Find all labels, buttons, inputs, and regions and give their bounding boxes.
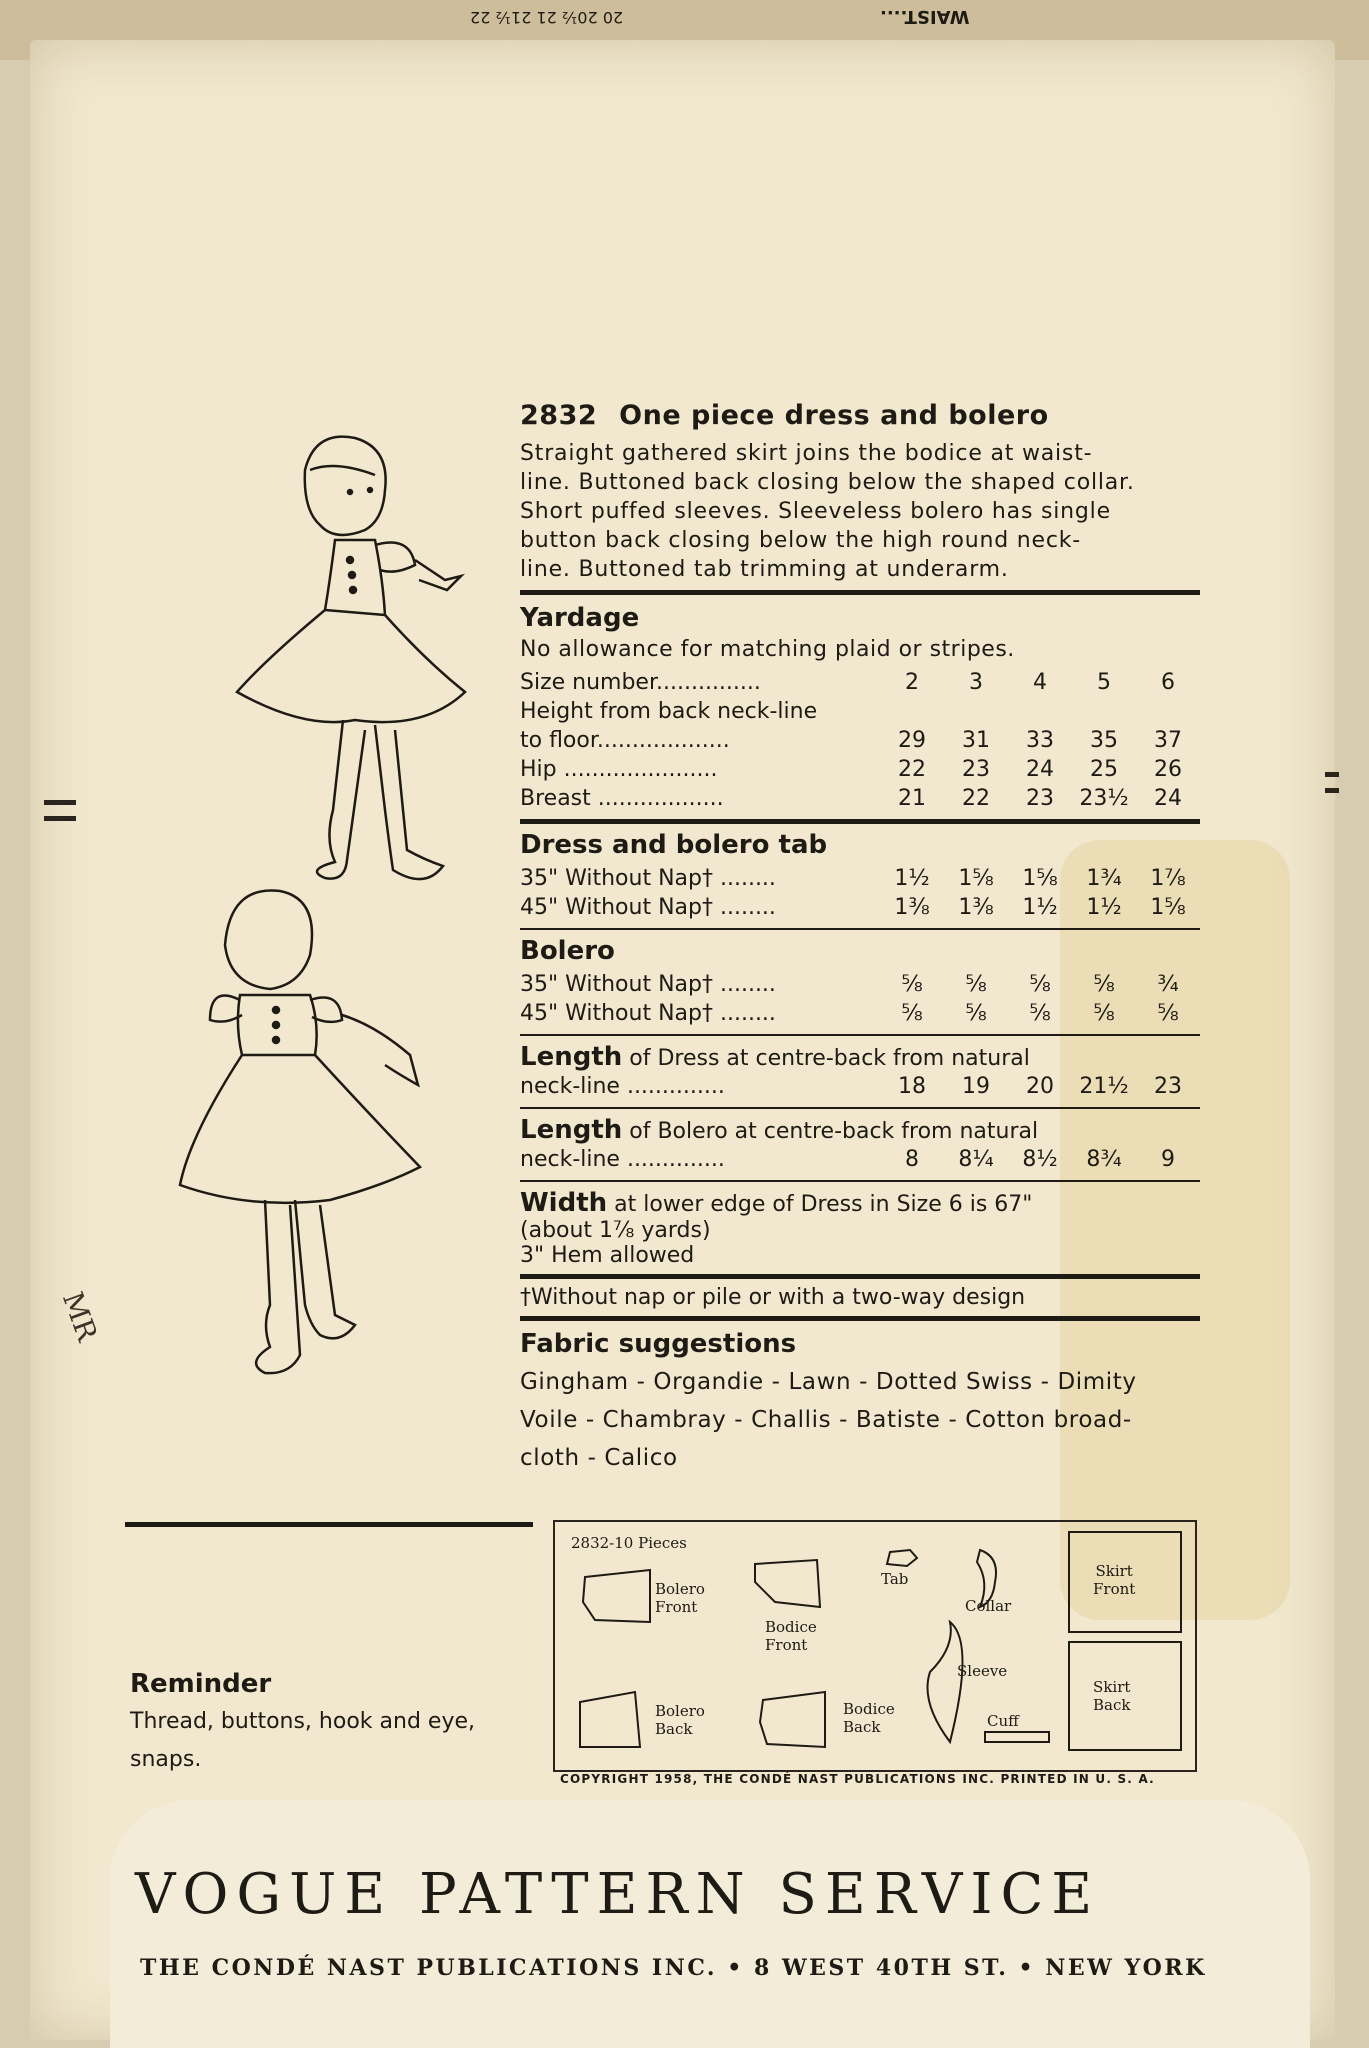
cell: 1⅝ [1022, 866, 1058, 891]
reminder-block [130, 1665, 540, 1779]
width-bold: Width [520, 1188, 608, 1218]
row-label: neck-line .............. [520, 1074, 725, 1099]
row-label: to floor................... [520, 728, 730, 753]
cell: 26 [1154, 757, 1182, 782]
cell: ¾ [1157, 972, 1179, 997]
fabric-line: Gingham - Organdie - Lawn - Dotted Swiss - Dimity [520, 1369, 1137, 1395]
length-dress-label [520, 1042, 1200, 1072]
bodice-back-shape [760, 1692, 825, 1747]
label-bolero-back: Bolero Back [655, 1702, 705, 1738]
row-label: Height from back neck-line [520, 699, 818, 724]
description-line: button back closing below the high round neck- [520, 528, 1082, 553]
cell: ⅝ [1029, 1001, 1051, 1026]
cell: 8 [905, 1147, 919, 1172]
divider [520, 1316, 1200, 1321]
cell: 1½ [1086, 895, 1122, 920]
cell: 18 [898, 1074, 926, 1099]
label-tab: Tab [881, 1570, 909, 1588]
table-row [520, 668, 1200, 697]
cell: ⅝ [901, 972, 923, 997]
flap-waist-label: WAIST.... [880, 6, 970, 27]
length-dress-bold: Length [520, 1042, 623, 1072]
divider [125, 1522, 533, 1527]
bolero-back-shape [580, 1692, 640, 1747]
fold-mark-right-1 [1325, 772, 1339, 777]
bolero-front-shape [583, 1570, 650, 1622]
yardage-table [520, 668, 1200, 813]
cell: ⅝ [901, 1001, 923, 1026]
divider [520, 1107, 1200, 1109]
brand-name: VOGUE PATTERN SERVICE [135, 1862, 1101, 1927]
cell: ⅝ [1029, 972, 1051, 997]
fabric-line: Voile - Chambray - Challis - Batiste - Cotton broad- [520, 1407, 1132, 1433]
width-label [520, 1188, 1200, 1218]
cell: 4 [1033, 670, 1047, 695]
label-bodice-front: Bodice Front [765, 1618, 817, 1654]
cell: 8¾ [1086, 1147, 1122, 1172]
divider [520, 1274, 1200, 1279]
table-row [520, 755, 1200, 784]
label-cuff: Cuff [987, 1712, 1019, 1730]
length-dress-table [520, 1072, 1200, 1101]
nap-note: †Without nap or pile or with a two-way design [520, 1285, 1026, 1310]
flap-waist-values: 20 20½ 21 21½ 22 [470, 8, 624, 27]
label-skirt-front: Skirt Front [1093, 1562, 1136, 1598]
reminder-line: snaps. [130, 1747, 202, 1772]
width-line-3: 3" Hem allowed [520, 1243, 695, 1268]
reminder-line: Thread, buttons, hook and eye, [130, 1709, 475, 1734]
description-line: Short puffed sleeves. Sleeveless bolero has single [520, 499, 1111, 524]
description-line: Straight gathered skirt joins the bodice at waist- [520, 441, 1093, 466]
cell: 23 [962, 757, 990, 782]
cell: 37 [1154, 728, 1182, 753]
divider [520, 1034, 1200, 1036]
length-dress-text: of Dress at centre-back from natural [629, 1046, 1030, 1071]
bolero-heading: Bolero [520, 936, 615, 966]
label-sleeve: Sleeve [957, 1662, 1008, 1680]
cell: 23 [1026, 786, 1054, 811]
description-line: line. Buttoned tab trimming at underarm. [520, 557, 1009, 582]
pattern-number: 2832 [520, 400, 598, 431]
divider [520, 819, 1200, 824]
description-line: line. Buttoned back closing below the shaped collar. [520, 470, 1135, 495]
length-bolero-bold: Length [520, 1115, 623, 1145]
cell: ⅝ [1093, 972, 1115, 997]
cell: 35 [1090, 728, 1118, 753]
cell: 9 [1161, 1147, 1175, 1172]
publisher-address: THE CONDÉ NAST PUBLICATIONS INC. • 8 WEST 40TH ST. • NEW YORK [140, 1955, 1207, 1981]
cuff-shape [985, 1732, 1049, 1742]
cell: 24 [1154, 786, 1182, 811]
cell: ⅝ [965, 1001, 987, 1026]
label-bodice-back: Bodice Back [843, 1700, 895, 1736]
table-row [520, 1072, 1200, 1101]
fabric-line: cloth - Calico [520, 1445, 678, 1471]
label-bolero-front: Bolero Front [655, 1580, 705, 1616]
cell: 29 [898, 728, 926, 753]
cell: 23½ [1079, 786, 1129, 811]
yardage-heading: Yardage [520, 603, 640, 633]
cell: 1⅝ [958, 866, 994, 891]
cell: 1½ [894, 866, 930, 891]
cell: 1½ [1022, 895, 1058, 920]
cell: 21½ [1079, 1074, 1129, 1099]
cell: 3 [969, 670, 983, 695]
cell: 22 [898, 757, 926, 782]
tab-shape [887, 1550, 917, 1566]
dress-tab-table [520, 864, 1200, 922]
cell: 8½ [1022, 1147, 1058, 1172]
divider [520, 590, 1200, 595]
table-row [520, 893, 1200, 922]
cell: 1⅞ [1150, 866, 1186, 891]
row-label: neck-line .............. [520, 1147, 725, 1172]
divider [520, 928, 1200, 930]
row-label: Hip ...................... [520, 757, 718, 782]
table-row [520, 697, 1200, 726]
cell: 1¾ [1086, 866, 1122, 891]
cell: 19 [962, 1074, 990, 1099]
cell: 1⅝ [1150, 895, 1186, 920]
row-label: 35" Without Nap† ........ [520, 866, 776, 891]
cell: 20 [1026, 1074, 1054, 1099]
length-bolero-table [520, 1145, 1200, 1174]
yardage-note: No allowance for matching plaid or stripes. [520, 637, 1015, 662]
fold-mark-left-1 [44, 800, 76, 805]
handwritten-initials: MR [55, 1287, 104, 1346]
cell: 33 [1026, 728, 1054, 753]
row-label: 45" Without Nap† ........ [520, 895, 776, 920]
fabric-suggestions [520, 1363, 1200, 1477]
cell: ⅝ [1093, 1001, 1115, 1026]
fold-mark-left-2 [44, 816, 76, 821]
cell: ⅝ [1157, 1001, 1179, 1026]
table-row [520, 970, 1200, 999]
cell: 1⅜ [958, 895, 994, 920]
length-bolero-label [520, 1115, 1200, 1145]
pattern-title [520, 400, 1200, 431]
table-row [520, 1145, 1200, 1174]
table-row [520, 999, 1200, 1028]
sleeve-shape [928, 1622, 963, 1742]
cell: 1⅜ [894, 895, 930, 920]
cell: 21 [898, 786, 926, 811]
row-label: 45" Without Nap† ........ [520, 1001, 776, 1026]
dress-illustration-back [170, 885, 430, 1385]
row-label: Size number............... [520, 670, 761, 695]
table-row [520, 864, 1200, 893]
length-bolero-text: of Bolero at centre-back from natural [629, 1119, 1039, 1144]
table-row [520, 784, 1200, 813]
width-line-2: (about 1⅞ yards) [520, 1218, 711, 1243]
cell: 8¼ [958, 1147, 994, 1172]
pattern-pieces-diagram [553, 1520, 1197, 1772]
width-text: at lower edge of Dress in Size 6 is 67" [614, 1192, 1033, 1217]
copyright-notice: COPYRIGHT 1958, THE CONDÉ NAST PUBLICATIONS INC. PRINTED IN U. S. A. [560, 1772, 1155, 1786]
cell: 5 [1097, 670, 1111, 695]
bodice-front-shape [755, 1560, 820, 1607]
fabric-heading: Fabric suggestions [520, 1329, 797, 1359]
fold-mark-right-2 [1325, 788, 1339, 793]
label-skirt-back: Skirt Back [1093, 1678, 1131, 1714]
cell: 2 [905, 670, 919, 695]
cell: 23 [1154, 1074, 1182, 1099]
cell: 6 [1161, 670, 1175, 695]
label-collar: Collar [965, 1597, 1012, 1615]
pattern-description [520, 439, 1200, 584]
row-label: Breast .................. [520, 786, 724, 811]
cell: ⅝ [965, 972, 987, 997]
reminder-heading: Reminder [130, 1669, 272, 1699]
pattern-name: One piece dress and bolero [619, 400, 1049, 431]
dress-illustration-front [225, 430, 485, 900]
cell: 22 [962, 786, 990, 811]
dress-tab-heading: Dress and bolero tab [520, 830, 828, 860]
pieces-heading: 2832-10 Pieces [571, 1534, 687, 1552]
pattern-info-panel [520, 400, 1200, 1477]
cell: 24 [1026, 757, 1054, 782]
bolero-table [520, 970, 1200, 1028]
row-label: 35" Without Nap† ........ [520, 972, 776, 997]
divider [520, 1180, 1200, 1182]
table-row [520, 726, 1200, 755]
cell: 31 [962, 728, 990, 753]
cell: 25 [1090, 757, 1118, 782]
